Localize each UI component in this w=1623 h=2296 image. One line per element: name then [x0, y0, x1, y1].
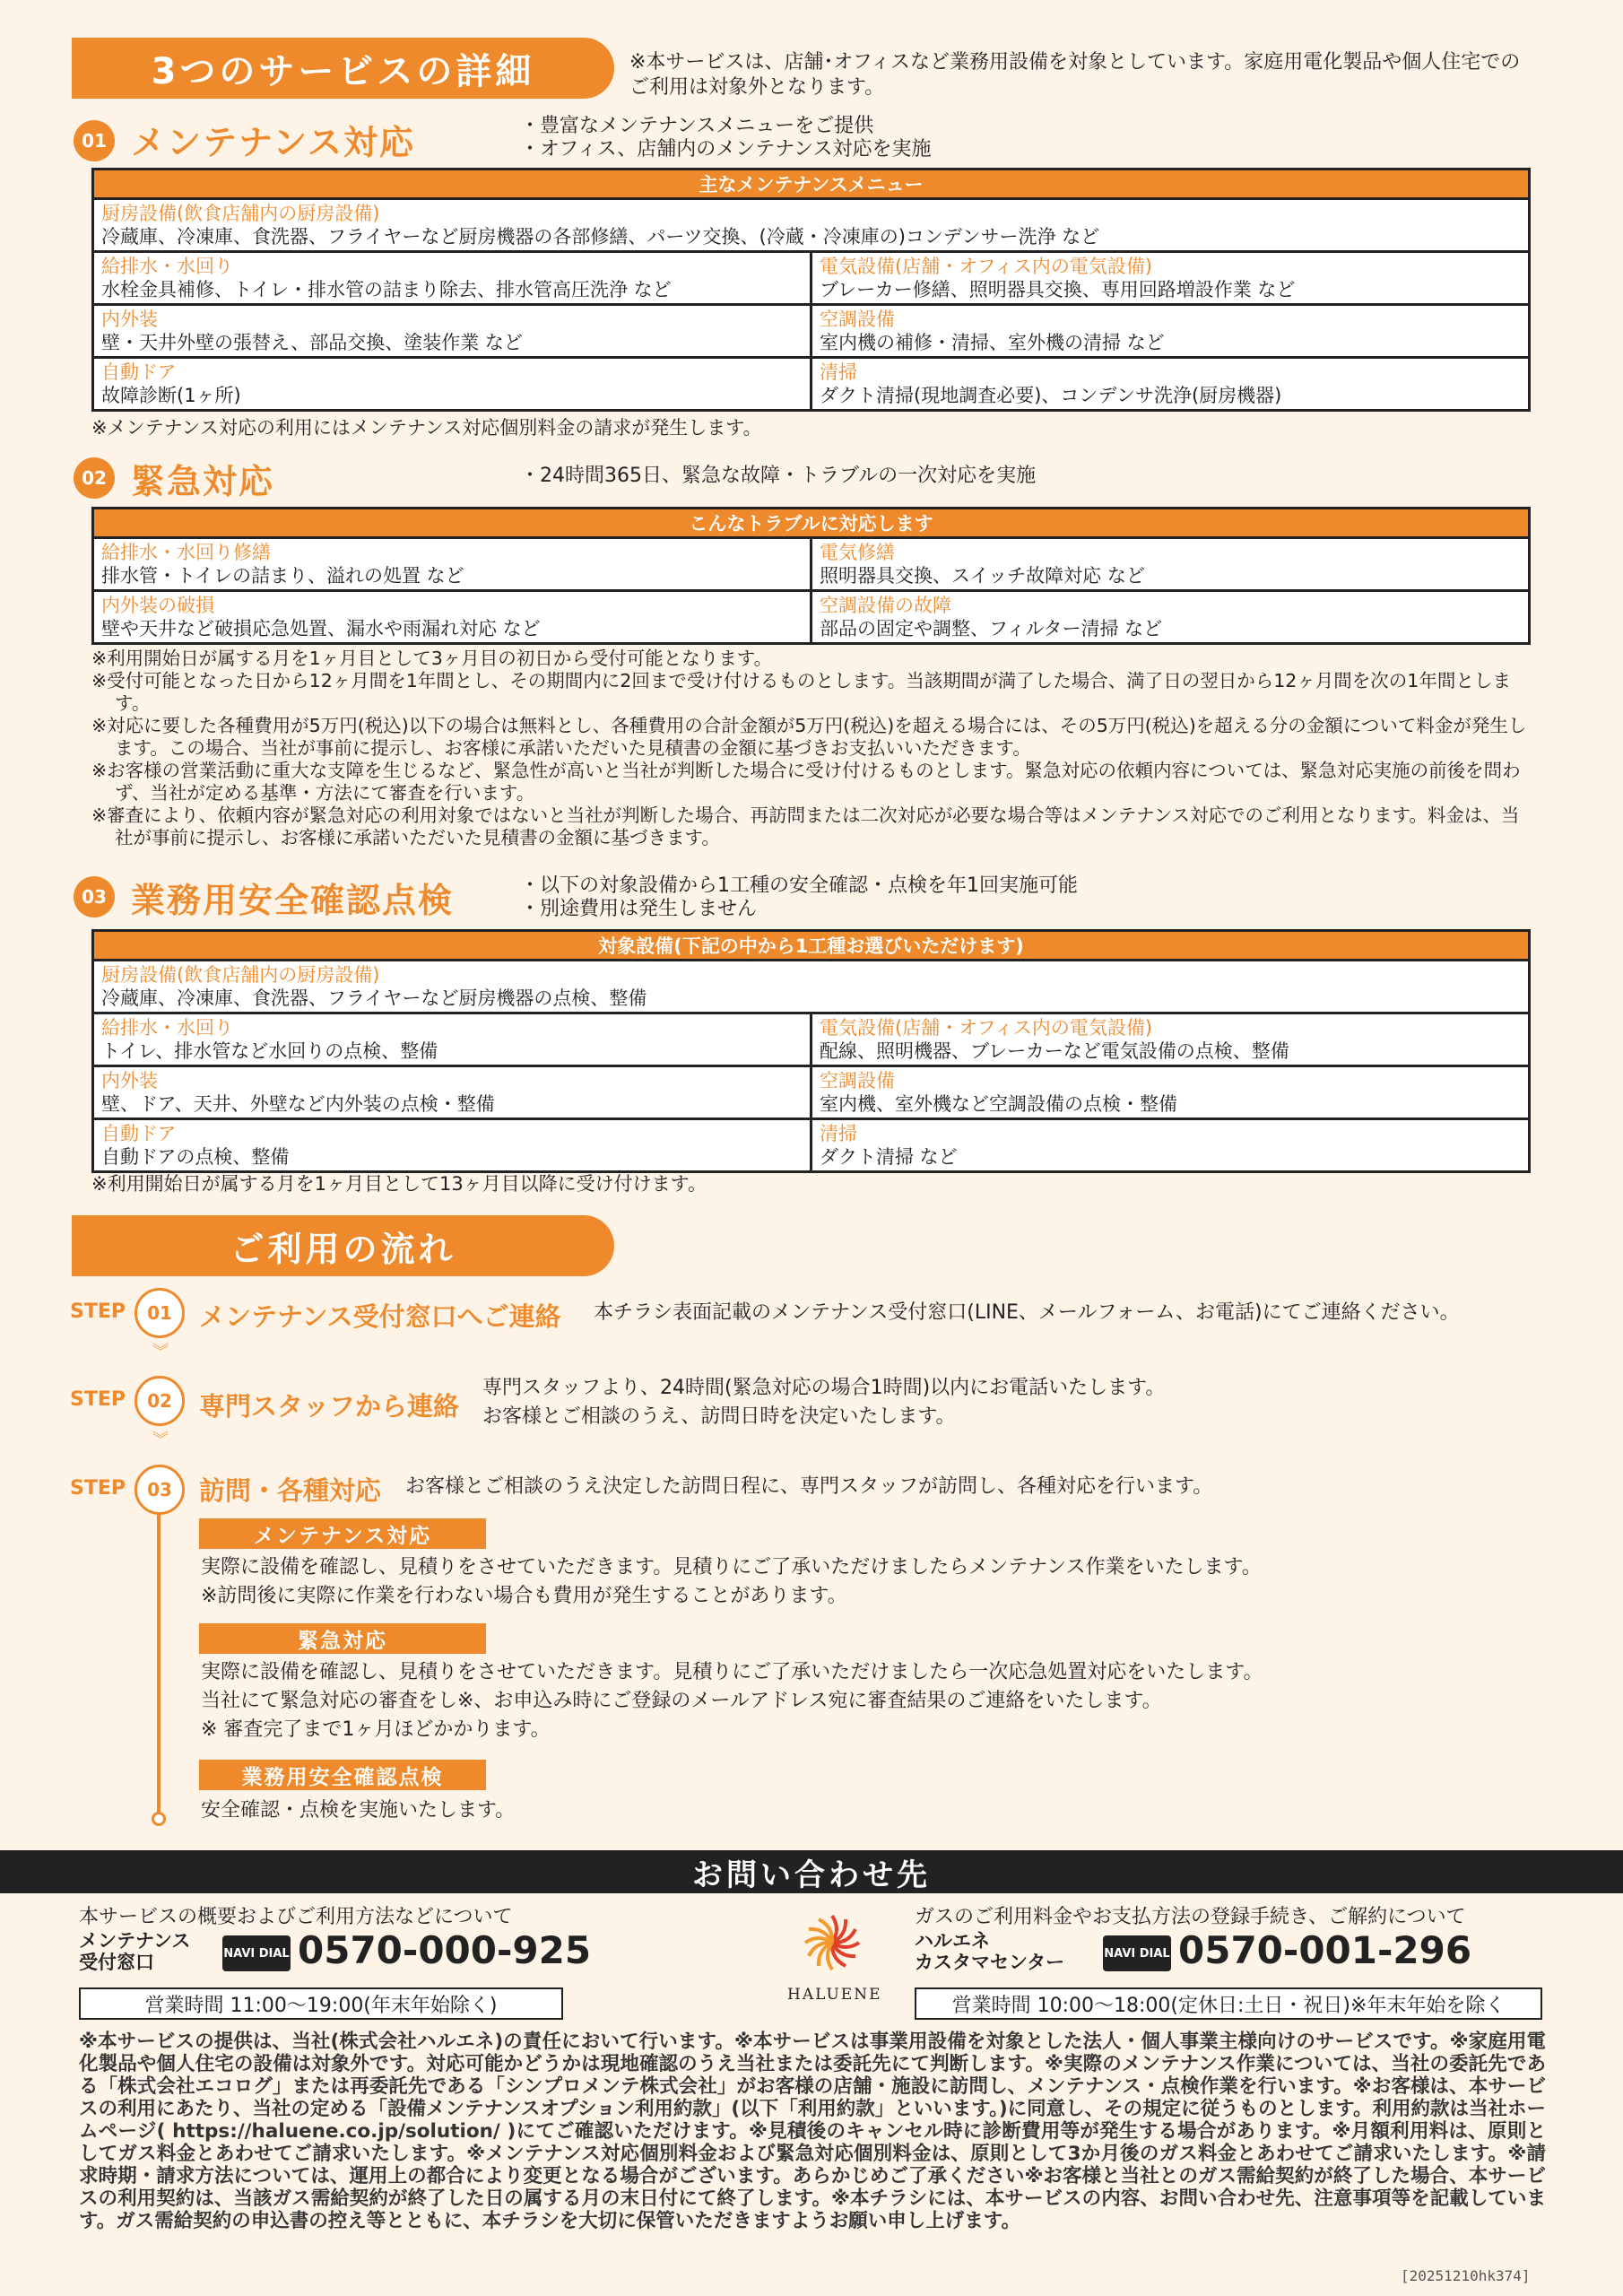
tag-maintenance: メンテナンス対応	[199, 1518, 486, 1549]
sub-text-emergency: 実際に設備を確認し、見積りをさせていただきます。見積りにご了承いただけましたら一次応急処置対応をいたします。 当社にて緊急対応の審査をし※、お申込み時にご登録のメールアドレス宛に審査結果のご連絡をいたします。 ※ 審査完了まで1ヶ月ほどかかります。	[201, 1661, 1263, 1741]
haluene-logo	[787, 1907, 882, 2004]
step-text-2: 専門スタッフより、24時間(緊急対応の場合1時間)以内にお電話いたします。 お客様とご相談のうえ、訪問日時を決定いたします。	[482, 1377, 1166, 1428]
flow-title: ご利用の流れ	[72, 1215, 614, 1276]
phone-icon: NAVI DIAL	[222, 1935, 291, 1971]
step-label-1: STEP	[70, 1300, 126, 1323]
section-title-safety: 業務用安全確認点検	[131, 881, 455, 920]
page-title: 3つのサービスの詳細	[72, 38, 614, 99]
maintenance-menu-table	[91, 168, 1531, 412]
maintenance-note: ※メンテナンス対応の利用にはメンテナンス対応個別料金の請求が発生します。	[91, 417, 762, 439]
step-circle-1: 01	[135, 1288, 185, 1338]
flow-line	[157, 1511, 161, 1816]
step-title-2: 専門スタッフから連絡	[199, 1391, 460, 1422]
inquiry-right-caption: ガスのご利用料金やお支払方法の登録手続き、ご解約について	[915, 1906, 1466, 1928]
step-label-3: STEP	[70, 1477, 126, 1500]
section-bullets-emergency: ・24時間365日、緊急な故障・トラブルの一次対応を実施	[520, 465, 1037, 487]
step-circle-2: 02	[135, 1376, 185, 1426]
safety-note: ※利用開始日が属する月を1ヶ月目として13ヶ月目以降に受け付けます。	[91, 1173, 707, 1195]
phone-icon: NAVI DIAL	[1103, 1935, 1171, 1971]
chevron-down-icon: ︾	[152, 1343, 169, 1361]
inquiry-title: お問い合わせ先	[0, 1850, 1623, 1893]
safety-table	[91, 929, 1531, 1173]
maintenance-phone[interactable]: 0570-000-925	[298, 1928, 592, 1972]
emergency-notes: ※利用開始日が属する月を1ヶ月目として3ヶ月目の初日から受付可能となります。 ※受付可能となった日から12ヶ月間を1年間とし、その期間内に2回まで受け付けるものとします。当該期間が満了した場合、満了日の翌日から12ヶ月間を次の1年間とします。 ※対応に要した各種費用が5万円(税込)以下の場合は無料とし、各種費用の合計金額が5万円(税込)を超える場合には、その5万円(税込)を超える分の金額について料金が発生します。この場合、当社が事前に提示し、お客様に承諾いただいた見積書の金額に基づきお支払いいただきます。 ※お客様の営業活動に重大な支障を生じるなど、緊急性が高いと当社が判断した場合に受け付けるものとします。緊急対応の依頼内容については、緊急対応実施の前後を問わず、当社が定める基準・方法にて審査を行います。 ※審査により、依頼内容が緊急対応の利用対象ではないと当社が判断した場合、再訪問または二次対応が必要な場合等はメンテナンス対応でのご利用となります。料金は、当社が事前に提示し、お客様に承諾いただいた見積書の金額に基づきます。	[91, 648, 1527, 848]
table-cell: 空調設備の故障 部品の固定や調整、フィルター清掃 など	[812, 591, 1530, 644]
step-text-1: 本チラシ表面記載のメンテナンス受付窓口(LINE、メールフォーム、お電話)にてご連絡ください。	[594, 1301, 1460, 1324]
tag-emergency: 緊急対応	[199, 1623, 486, 1654]
table-row: 厨房設備(飲食店舗内の厨房設備) 冷蔵庫、冷凍庫、食洗器、フライヤーなど厨房機器の各部修繕、パーツ交換、(冷蔵・冷凍庫の)コンデンサー洗浄 など	[93, 199, 1530, 252]
step-label-2: STEP	[70, 1388, 126, 1411]
table-cell: 内外装の破損 壁や天井など破損応急処置、漏水や雨漏れ対応 など	[93, 591, 812, 644]
table-cell: 給排水・水回り トイレ、排水管など水回りの点検、整備	[93, 1013, 812, 1066]
logo-text: HALUENE	[787, 1986, 882, 2004]
table-cell: 清掃 ダクト清掃 など	[812, 1119, 1530, 1172]
document-code: [20251210hk374]	[1401, 2267, 1531, 2284]
table-cell: 給排水・水回り修繕 排水管・トイレの詰まり、溢れの処置 など	[93, 538, 812, 591]
chevron-down-icon: ︾	[152, 1431, 169, 1449]
table-cell: 自動ドア 自動ドアの点検、整備	[93, 1119, 812, 1172]
section-title-emergency: 緊急対応	[131, 462, 275, 501]
table-cell: 空調設備 室内機、室外機など空調設備の点検・整備	[812, 1066, 1530, 1119]
inquiry-right-name: ハルエネ カスタマセンター	[915, 1930, 1065, 1973]
section-bullets-maintenance: ・豊富なメンテナンスメニューをご提供 ・オフィス、店舗内のメンテナンス対応を実施	[520, 115, 932, 161]
table-cell: 清掃 ダクト清掃(現地調査必要)、コンデンサ洗浄(厨房機器)	[812, 358, 1530, 411]
flow-line-end	[152, 1812, 166, 1826]
table-row: 厨房設備(飲食店舗内の厨房設備) 冷蔵庫、冷凍庫、食洗器、フライヤーなど厨房機器の点検、整備	[93, 961, 1530, 1013]
table-cell: 電気設備(店舗・オフィス内の電気設備) ブレーカー修繕、照明器具交換、専用回路増設作業 など	[812, 252, 1530, 305]
section-bullets-safety: ・以下の対象設備から1工種の安全確認・点検を年1回実施可能 ・別途費用は発生しません	[520, 874, 1078, 920]
inquiry-left-name: メンテナンス 受付窓口	[79, 1930, 191, 1973]
sub-text-maintenance: 実際に設備を確認し、見積りをさせていただきます。見積りにご了承いただけましたらメンテナンス作業をいたします。 ※訪問後に実際に作業を行わない場合も費用が発生することがあります。	[201, 1556, 1262, 1607]
fine-print: ※本サービスの提供は、当社(株式会社ハルエネ)の責任において行います。※本サービスは事業用設備を対象とした法人・個人事業主様向けのサービスです。※家庭用電化製品や個人住宅の設備は対象外です。対応可能かどうかは現地確認のうえ当社または委託先にて判断します。※実際のメンテナンス作業については、当社の委託先である「株式会社エコログ」または再委託先である「シンプロメンテ株式会社」がお客様の店舗・施設に訪問し、メンテナンス・点検作業を行います。※お客様は、本サービスの利用にあたり、当社の定める「設備メンテナンスオプション利用約款」(以下「利用約款」といいます。)に同意し、その規定に従うものとします。利用約款は当社ホームページ( https://haluene.co.jp/solution/ )にてご確認いただけます。※見積後のキャンセル時に診断費用等が発生する場合があります。※月額利用料は、原則としてガス料金とあわせてご請求いたします。※メンテナンス対応個別料金および緊急対応個別料金は、原則として3か月後のガス料金とあわせてご請求いたします。※請求時期・請求方法については、運用上の都合により変更となる場合がございます。あらかじめご了承ください※お客様と当社とのガス需給契約が終了した場合、本サービスの利用契約は、当該ガス需給契約が終了した日の属する月の末日付にて終了します。※本チラシには、本サービスの内容、お問い合わせ先、注意事項等を記載しています。ガス需給契約の申込書の控え等とともに、本チラシを大切に保管いただきますようお願い申し上げます。	[79, 2031, 1546, 2232]
step-text-3: お客様とご相談のうえ決定した訪問日程に、専門スタッフが訪問し、各種対応を行います。	[405, 1475, 1213, 1498]
table-cell: 内外装 壁、ドア、天井、外壁など内外装の点検・整備	[93, 1066, 812, 1119]
table-header: 対象設備(下記の中から1工種お選びいただけます)	[93, 931, 1530, 961]
header-note: ※本サービスは、店舗･オフィスなど業務用設備を対象としています。家庭用電化製品や個人住宅での ご利用は対象外となります。	[629, 51, 1521, 99]
customer-center-hours: 営業時間 10:00～18:00(定休日:土日・祝日)※年末年始を除く	[915, 1987, 1542, 2020]
table-cell: 電気設備(店舗・オフィス内の電気設備) 配線、照明機器、ブレーカーなど電気設備の点検、整備	[812, 1013, 1530, 1066]
table-header: こんなトラブルに対応します	[93, 509, 1530, 538]
table-cell: 電気修繕 照明器具交換、スイッチ故障対応 など	[812, 538, 1530, 591]
inquiry-left-caption: 本サービスの概要およびご利用方法などについて	[79, 1906, 513, 1928]
table-cell: 空調設備 室内機の補修・清掃、室外機の清掃 など	[812, 305, 1530, 358]
sub-text-safety: 安全確認・点検を実施いたします。	[201, 1799, 516, 1822]
section-number-02: 02	[74, 457, 115, 499]
table-cell: 自動ドア 故障診断(1ヶ所)	[93, 358, 812, 411]
step-title-3: 訪問・各種対応	[199, 1475, 382, 1506]
table-cell: 内外装 壁・天井外壁の張替え、部品交換、塗装作業 など	[93, 305, 812, 358]
tag-safety: 業務用安全確認点検	[199, 1760, 486, 1790]
section-number-01: 01	[74, 120, 115, 161]
customer-center-phone[interactable]: 0570-001-296	[1178, 1928, 1472, 1972]
maintenance-hours: 営業時間 11:00～19:00(年末年始除く)	[79, 1987, 563, 2020]
step-title-1: メンテナンス受付窓口へご連絡	[199, 1301, 561, 1332]
emergency-table	[91, 507, 1531, 645]
table-cell: 給排水・水回り 水栓金具補修、トイレ・排水管の詰まり除去、排水管高圧洗浄 など	[93, 252, 812, 305]
section-number-03: 03	[74, 876, 115, 918]
table-header: 主なメンテナンスメニュー	[93, 170, 1530, 199]
section-title-maintenance: メンテナンス対応	[131, 123, 415, 162]
step-circle-3: 03	[135, 1465, 185, 1515]
